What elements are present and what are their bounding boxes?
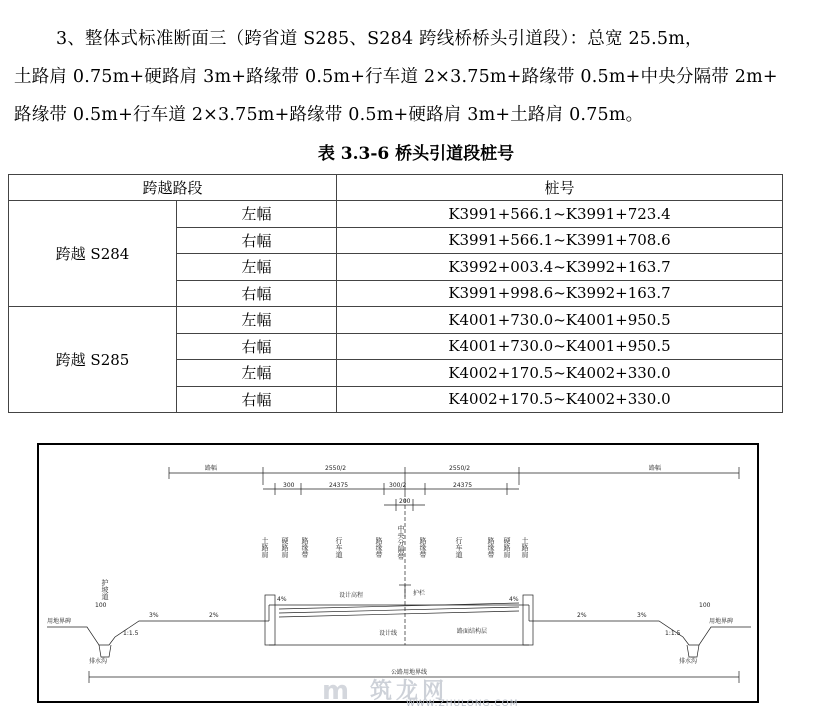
group-name-s285: 跨越 S285 — [9, 307, 177, 413]
dim-edge-left: 路幅 — [205, 465, 218, 472]
dim-300: 300 — [283, 482, 295, 489]
stake-cell: K3991+566.1~K3991+723.4 — [337, 201, 783, 228]
dim-half-left: 2550/2 — [325, 465, 347, 472]
label-ditch-left: 排水沟 — [89, 658, 108, 665]
label-pct-3a: 3% — [149, 612, 159, 619]
vlabel-shoulder-soil-right: 土路肩 — [521, 537, 529, 558]
label-guardrail: 护栏 — [413, 590, 426, 597]
paragraph-text-1: 3、整体式标准断面三（跨省道 S285、S284 跨线桥桥头引道段）：总宽 25.5m， — [56, 29, 703, 49]
watermark-brand: 筑龙网 — [370, 679, 449, 704]
vlabel-shoulder-hard-right: 硬路肩 — [503, 537, 511, 558]
stake-cell: K4001+730.0~K4001+950.5 — [337, 333, 783, 360]
dim-edge-right: 路幅 — [649, 465, 662, 472]
vlabel-curb-right: 路缘带 — [487, 537, 495, 558]
stake-cell: K4001+730.0~K4001+950.5 — [337, 307, 783, 334]
side-cell: 右幅 — [177, 227, 337, 254]
label-design-axis: 设计线 — [379, 630, 398, 637]
dim-300-2: 300/2 — [389, 482, 407, 489]
paragraph-line-1 — [14, 20, 814, 58]
header-stake: 桩号 — [337, 175, 783, 201]
side-cell: 左幅 — [177, 307, 337, 334]
stake-table — [8, 174, 783, 413]
dim-24375-right: 24375 — [453, 482, 473, 489]
table-row — [9, 201, 783, 228]
label-slope-2b: 2% — [577, 612, 587, 619]
dim-24375: 24375 — [329, 482, 349, 489]
watermark-logo-icon: ⅿ — [322, 676, 350, 706]
vertical-labels — [101, 524, 529, 601]
label-ditch-right: 排水沟 — [679, 658, 698, 665]
group-name-s284: 跨越 S284 — [9, 201, 177, 307]
vlabel-curb-left: 路缘带 — [301, 537, 309, 558]
cross-section-svg — [39, 445, 757, 701]
label-pct-3b: 3% — [637, 612, 647, 619]
stake-cell: K3991+998.6~K3992+163.7 — [337, 280, 783, 307]
side-cell: 左幅 — [177, 360, 337, 387]
label-slope-left: 4% — [277, 596, 287, 603]
label-boundary-left: 用地界碑 — [47, 618, 72, 625]
stake-cell: K4002+170.5~K4002+330.0 — [337, 360, 783, 387]
label-slope-2a: 2% — [209, 612, 219, 619]
dim-half-right: 2550/2 — [449, 465, 471, 472]
paragraph-line-2: 土路肩 0.75m+硬路肩 3m+路缘带 0.5m+行车道 2×3.75m+路缘带 0.5m+中央分隔带 2m+ — [14, 67, 778, 87]
side-cell: 左幅 — [177, 201, 337, 228]
cross-section-drawing — [37, 443, 759, 703]
label-ratio-left: 1:1.5 — [123, 630, 139, 637]
vlabel-shoulder-hard-left: 硬路肩 — [281, 537, 289, 558]
vlabel-median: 中央分隔带 — [397, 525, 405, 560]
watermark-url: WWW.ZHULONG.COM — [406, 699, 519, 709]
label-pavement: 路面结构层 — [457, 628, 488, 635]
table-caption: 表 3.3-6 桥头引道段桩号 — [317, 144, 515, 164]
table-row — [9, 307, 783, 334]
vlabel-shoulder-soil-left: 土路肩 — [261, 537, 269, 558]
label-ratio-right: 1:1.5 — [665, 630, 681, 637]
side-cell: 右幅 — [177, 333, 337, 360]
header-section: 跨越路段 — [9, 175, 337, 201]
side-cell: 左幅 — [177, 254, 337, 281]
dim-bottom: 公路用地界线 — [391, 669, 428, 676]
label-boundary-right: 用地界碑 — [709, 618, 734, 625]
side-cell: 右幅 — [177, 386, 337, 413]
vlabel-lane-right: 行车道 — [455, 537, 463, 558]
vlabel-lane-left: 行车道 — [335, 537, 343, 558]
dim-100-left: 100 — [95, 602, 107, 609]
label-design-line: 设计高程 — [339, 592, 364, 599]
side-cell: 右幅 — [177, 280, 337, 307]
table-header-row — [9, 175, 783, 201]
vlabel-curb-mid-right: 路缘带 — [419, 537, 427, 558]
stake-cell: K3992+003.4~K3992+163.7 — [337, 254, 783, 281]
paragraph-line-3: 路缘带 0.5m+行车道 2×3.75m+路缘带 0.5m+硬路肩 3m+土路肩 0.75m。 — [14, 105, 644, 125]
stake-cell: K4002+170.5~K4002+330.0 — [337, 386, 783, 413]
vlabel-protect: 护坡道 — [101, 579, 109, 600]
label-slope-right: 4% — [509, 596, 519, 603]
vlabel-curb-mid-left: 路缘带 — [375, 537, 383, 558]
dim-100-right: 100 — [699, 602, 711, 609]
dim-200: 200 — [399, 498, 411, 505]
stake-cell: K3991+566.1~K3991+708.6 — [337, 227, 783, 254]
watermark — [318, 672, 538, 712]
